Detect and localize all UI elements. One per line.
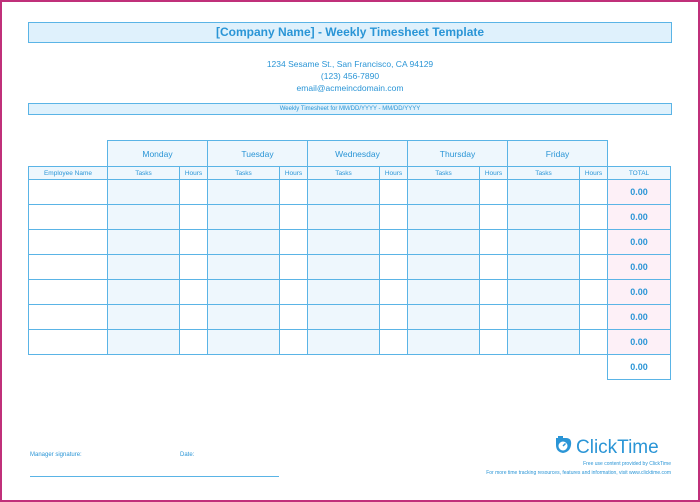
company-phone: (123) 456-7890 — [320, 71, 380, 81]
day-header: Friday — [507, 140, 608, 167]
clicktime-logo-text: ClickTime — [576, 436, 659, 458]
hours-cell[interactable] — [379, 204, 408, 230]
hours-header: Hours — [179, 166, 208, 180]
tasks-cell[interactable] — [207, 179, 280, 205]
hours-cell[interactable] — [379, 329, 408, 355]
employee-name-cell[interactable] — [28, 279, 108, 305]
tasks-cell[interactable] — [207, 279, 280, 305]
total-header: TOTAL — [607, 166, 671, 180]
clicktime-stopwatch-icon — [553, 435, 573, 460]
hours-cell[interactable] — [179, 329, 208, 355]
hours-cell[interactable] — [379, 179, 408, 205]
row-total-cell: 0.00 — [607, 329, 671, 355]
row-total-cell: 0.00 — [607, 304, 671, 330]
tasks-cell[interactable] — [507, 329, 580, 355]
hours-cell[interactable] — [379, 304, 408, 330]
tasks-cell[interactable] — [507, 204, 580, 230]
hours-cell[interactable] — [479, 304, 508, 330]
hours-header: Hours — [479, 166, 508, 180]
grand-total-cell: 0.00 — [607, 354, 671, 380]
tasks-cell[interactable] — [307, 329, 380, 355]
employee-name-cell[interactable] — [28, 179, 108, 205]
hours-cell[interactable] — [579, 329, 608, 355]
employee-name-header: Employee Name — [28, 166, 108, 180]
hours-cell[interactable] — [279, 229, 308, 255]
tasks-cell[interactable] — [407, 254, 480, 280]
hours-cell[interactable] — [179, 279, 208, 305]
hours-cell[interactable] — [179, 229, 208, 255]
tasks-cell[interactable] — [107, 229, 180, 255]
employee-name-cell[interactable] — [28, 254, 108, 280]
tasks-cell[interactable] — [407, 204, 480, 230]
tasks-cell[interactable] — [107, 329, 180, 355]
tasks-cell[interactable] — [207, 229, 280, 255]
hours-cell[interactable] — [279, 279, 308, 305]
row-total-cell: 0.00 — [607, 229, 671, 255]
tasks-cell[interactable] — [107, 179, 180, 205]
hours-header: Hours — [579, 166, 608, 180]
credit-line-1: Free use content provided by ClickTime — [583, 461, 671, 467]
hours-cell[interactable] — [579, 279, 608, 305]
manager-signature-label: Manager signature: — [30, 452, 82, 458]
tasks-cell[interactable] — [107, 279, 180, 305]
date-label: Date: — [180, 452, 195, 458]
tasks-header: Tasks — [207, 166, 280, 180]
hours-cell[interactable] — [179, 304, 208, 330]
hours-header: Hours — [379, 166, 408, 180]
hours-cell[interactable] — [579, 304, 608, 330]
tasks-cell[interactable] — [307, 254, 380, 280]
tasks-cell[interactable] — [207, 204, 280, 230]
employee-name-cell[interactable] — [28, 204, 108, 230]
company-address: 1234 Sesame St., San Francisco, CA 94129 — [266, 59, 434, 69]
hours-cell[interactable] — [479, 204, 508, 230]
hours-cell[interactable] — [579, 204, 608, 230]
tasks-cell[interactable] — [307, 279, 380, 305]
day-header: Monday — [107, 140, 208, 167]
tasks-cell[interactable] — [407, 304, 480, 330]
hours-cell[interactable] — [179, 254, 208, 280]
tasks-cell[interactable] — [207, 304, 280, 330]
hours-cell[interactable] — [479, 254, 508, 280]
signature-line[interactable] — [30, 476, 279, 477]
credit-line-2: For more time tracking resources, features and information, visit www.clicktime.com — [486, 470, 671, 476]
tasks-cell[interactable] — [507, 229, 580, 255]
day-header: Thursday — [407, 140, 508, 167]
hours-cell[interactable] — [279, 254, 308, 280]
page-title: [Company Name] - Weekly Timesheet Template — [28, 22, 672, 43]
tasks-cell[interactable] — [407, 179, 480, 205]
tasks-header: Tasks — [407, 166, 480, 180]
hours-cell[interactable] — [479, 229, 508, 255]
tasks-cell[interactable] — [107, 204, 180, 230]
tasks-cell[interactable] — [307, 229, 380, 255]
day-header: Tuesday — [207, 140, 308, 167]
tasks-cell[interactable] — [507, 279, 580, 305]
tasks-cell[interactable] — [307, 304, 380, 330]
tasks-cell[interactable] — [207, 329, 280, 355]
day-header: Wednesday — [307, 140, 408, 167]
tasks-cell[interactable] — [507, 254, 580, 280]
hours-cell[interactable] — [479, 329, 508, 355]
row-total-cell: 0.00 — [607, 254, 671, 280]
hours-cell[interactable] — [279, 304, 308, 330]
employee-name-cell[interactable] — [28, 229, 108, 255]
hours-cell[interactable] — [179, 204, 208, 230]
hours-header: Hours — [279, 166, 308, 180]
tasks-cell[interactable] — [107, 304, 180, 330]
tasks-header: Tasks — [307, 166, 380, 180]
company-email: email@acmeincdomain.com — [296, 83, 404, 93]
employee-name-cell[interactable] — [28, 304, 108, 330]
tasks-cell[interactable] — [207, 254, 280, 280]
timesheet-period: Weekly Timesheet for MM/DD/YYYY - MM/DD/YYYY — [28, 103, 672, 115]
tasks-cell[interactable] — [307, 204, 380, 230]
hours-cell[interactable] — [479, 279, 508, 305]
row-total-cell: 0.00 — [607, 279, 671, 305]
row-total-cell: 0.00 — [607, 179, 671, 205]
hours-cell[interactable] — [179, 179, 208, 205]
hours-cell[interactable] — [579, 254, 608, 280]
tasks-cell[interactable] — [107, 254, 180, 280]
hours-cell[interactable] — [279, 329, 308, 355]
hours-cell[interactable] — [279, 204, 308, 230]
hours-cell[interactable] — [579, 179, 608, 205]
hours-cell[interactable] — [479, 179, 508, 205]
tasks-header: Tasks — [507, 166, 580, 180]
tasks-cell[interactable] — [507, 179, 580, 205]
hours-cell[interactable] — [579, 229, 608, 255]
hours-cell[interactable] — [379, 279, 408, 305]
hours-cell[interactable] — [379, 229, 408, 255]
tasks-cell[interactable] — [407, 279, 480, 305]
tasks-header: Tasks — [107, 166, 180, 180]
row-total-cell: 0.00 — [607, 204, 671, 230]
tasks-cell[interactable] — [507, 304, 580, 330]
employee-name-cell[interactable] — [28, 329, 108, 355]
hours-cell[interactable] — [279, 179, 308, 205]
tasks-cell[interactable] — [407, 229, 480, 255]
clicktime-logo — [553, 435, 659, 460]
tasks-cell[interactable] — [307, 179, 380, 205]
tasks-cell[interactable] — [407, 329, 480, 355]
hours-cell[interactable] — [379, 254, 408, 280]
